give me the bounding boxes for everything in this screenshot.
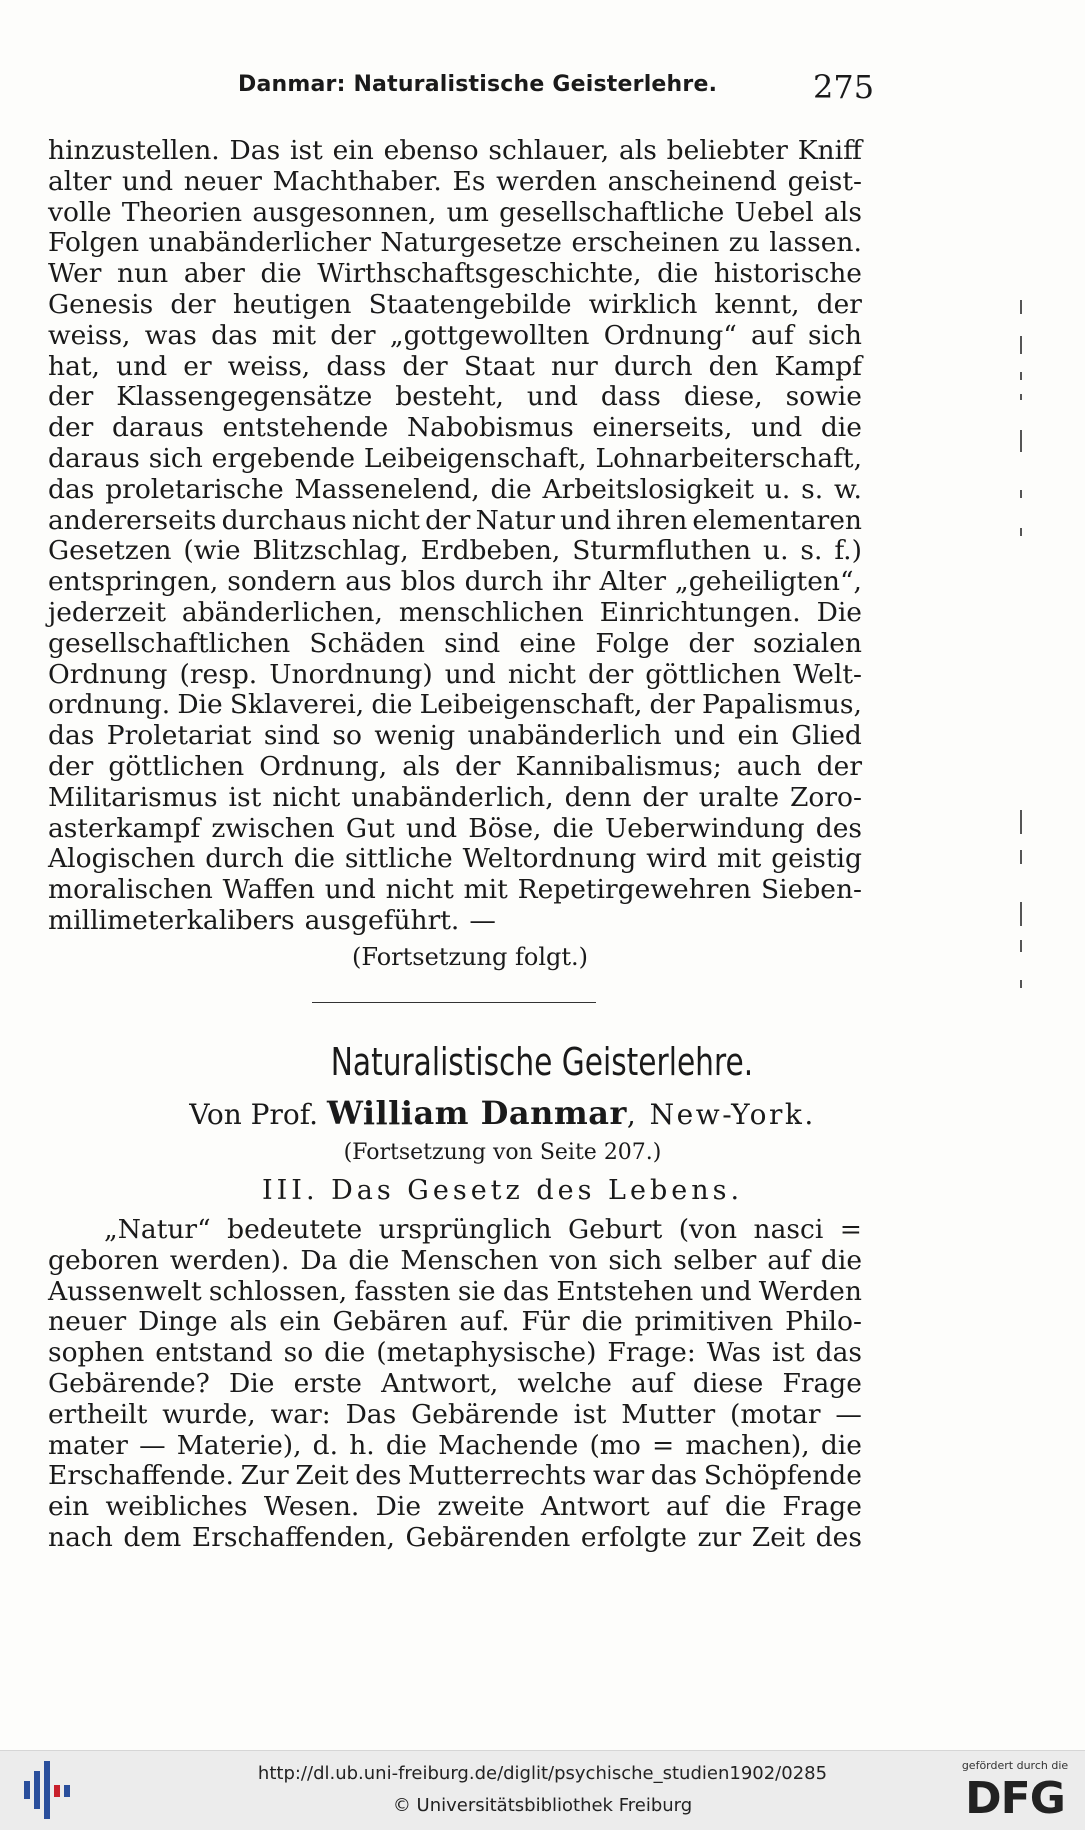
text-line: neuer Dinge als ein Gebären auf. Für die primitiven Philo- xyxy=(48,1306,862,1338)
text-line: Alogischen durch die sittliche Weltordnung wird mit geistig xyxy=(48,843,862,875)
author-name: William Danmar xyxy=(326,1094,627,1132)
text-line: mater — Materie), d. h. die Machende (mo = machen), die xyxy=(48,1429,862,1461)
text-line: hinzustellen. Das ist ein ebenso schlauer, als beliebter Kniff xyxy=(48,135,862,166)
text-line: nach dem Erschaffenden, Gebärenden erfolgte zur Zeit des xyxy=(48,1521,862,1553)
text-line: entspringen, sondern aus blos durch ihr Alter „geheiligten“, xyxy=(48,566,862,598)
article-title: Naturalistische Geisterlehre. xyxy=(330,1040,754,1084)
text-line: Aussenwelt schlossen, fassten sie das Entstehen und Werden xyxy=(48,1275,862,1307)
text-line: das Proletariat sind so wenig unabänderlich und ein Glied xyxy=(48,720,862,752)
byline xyxy=(0,1094,1045,1132)
text-line: Militarismus ist nicht unabänderlich, denn der uralte Zoro- xyxy=(48,781,862,813)
copyright-notice: © Universitätsbibliothek Freiburg xyxy=(392,1795,693,1816)
viewer-footer xyxy=(0,1750,1085,1830)
text-line: der Klassengegensätze besteht, und dass diese, sowie xyxy=(48,381,862,413)
text-line: moralischen Waffen und nicht mit Repetirgewehren Sieben- xyxy=(48,874,862,906)
text-line: Genesis der heutigen Staatengebilde wirklich kennt, der xyxy=(48,288,862,320)
text-line: Folgen unabänderlicher Naturgesetze erscheinen zu lassen. xyxy=(48,227,862,259)
author-place: , New-York. xyxy=(626,1098,816,1131)
text-line: geboren werden). Da die Menschen von sich selber auf die xyxy=(48,1244,862,1276)
section-divider xyxy=(312,1002,596,1003)
text-line: volle Theorien ausgesonnen, um gesellschaftliche Uebel als xyxy=(48,196,862,228)
dfg-wordmark: DFG xyxy=(965,1773,1065,1824)
text-line: Wer nun aber die Wirthschaftsgeschichte, die historische xyxy=(48,258,862,290)
continuation-note: (Fortsetzung von Seite 207.) xyxy=(343,1140,662,1165)
text-line: Erschaffende. Zur Zeit des Mutterrechts war das Schöpfende xyxy=(48,1460,862,1492)
text-line: Gesetzen (wie Blitzschlag, Erdbeben, Sturmfluthen u. s. f.) xyxy=(48,535,862,567)
body-text-block-2 xyxy=(48,1215,862,1554)
text-line: ordnung. Die Sklaverei, die Leibeigenschaft, der Papalismus, xyxy=(48,689,862,721)
text-line: alter und neuer Machthaber. Es werden anscheinend geist- xyxy=(48,165,862,197)
body-text-block-1 xyxy=(48,136,862,937)
text-line: hat, und er weiss, dass der Staat nur durch den Kampf xyxy=(48,350,862,382)
text-line: weiss, was das mit der „gottgewollten Ordnung“ auf sich xyxy=(48,319,862,351)
text-line: der göttlichen Ordnung, als der Kannibalismus; auch der xyxy=(48,750,862,782)
text-line: daraus sich ergebende Leibeigenschaft, Lohnarbeiterschaft, xyxy=(48,442,862,474)
text-line: das proletarische Massenelend, die Arbeitslosigkeit u. s. w. xyxy=(48,473,862,505)
margin-marks xyxy=(1020,290,1030,1010)
running-head-title: Danmar: Naturalistische Geisterlehre. xyxy=(238,72,718,97)
running-head xyxy=(0,68,1085,112)
text-line: „Natur“ bedeutete ursprünglich Geburt (von nasci = xyxy=(104,1214,862,1245)
text-line: Gebärende? Die erste Antwort, welche auf diese Frage xyxy=(48,1367,862,1399)
text-line: ertheilt wurde, war: Das Gebärende ist Mutter (motar — xyxy=(48,1398,862,1430)
text-line: gesellschaftlichen Schäden sind eine Folge der sozialen xyxy=(48,627,862,659)
text-line: jederzeit abänderlichen, menschlichen Einrichtungen. Die xyxy=(48,596,862,628)
dfg-caption: gefördert durch die xyxy=(961,1759,1069,1772)
section-heading: III. Das Gesetz des Lebens. xyxy=(261,1175,744,1206)
text-line: asterkampf zwischen Gut und Böse, die Ueberwindung des xyxy=(48,812,862,844)
text-line: Ordnung (resp. Unordnung) und nicht der göttlichen Welt- xyxy=(48,658,862,690)
text-line: sophen entstand so die (metaphysische) Frage: Was ist das xyxy=(48,1337,862,1369)
page-number: 275 xyxy=(813,68,875,106)
continued-note: (Fortsetzung folgt.) xyxy=(352,943,588,971)
byline-prefix: Von Prof. xyxy=(189,1098,319,1131)
text-line: ein weibliches Wesen. Die zweite Antwort auf die Frage xyxy=(48,1491,862,1523)
dfg-logo xyxy=(955,1759,1075,1825)
text-line: andererseits durchaus nicht der Natur und ihren elementaren xyxy=(48,504,862,536)
permalink-url[interactable]: http://dl.ub.uni-freiburg.de/diglit/psychische_studien1902/0285 xyxy=(257,1763,828,1784)
text-line: der daraus entstehende Nabobismus einerseits, und die xyxy=(48,412,862,444)
text-line: millimeterkalibers ausgeführt. — xyxy=(48,904,496,936)
